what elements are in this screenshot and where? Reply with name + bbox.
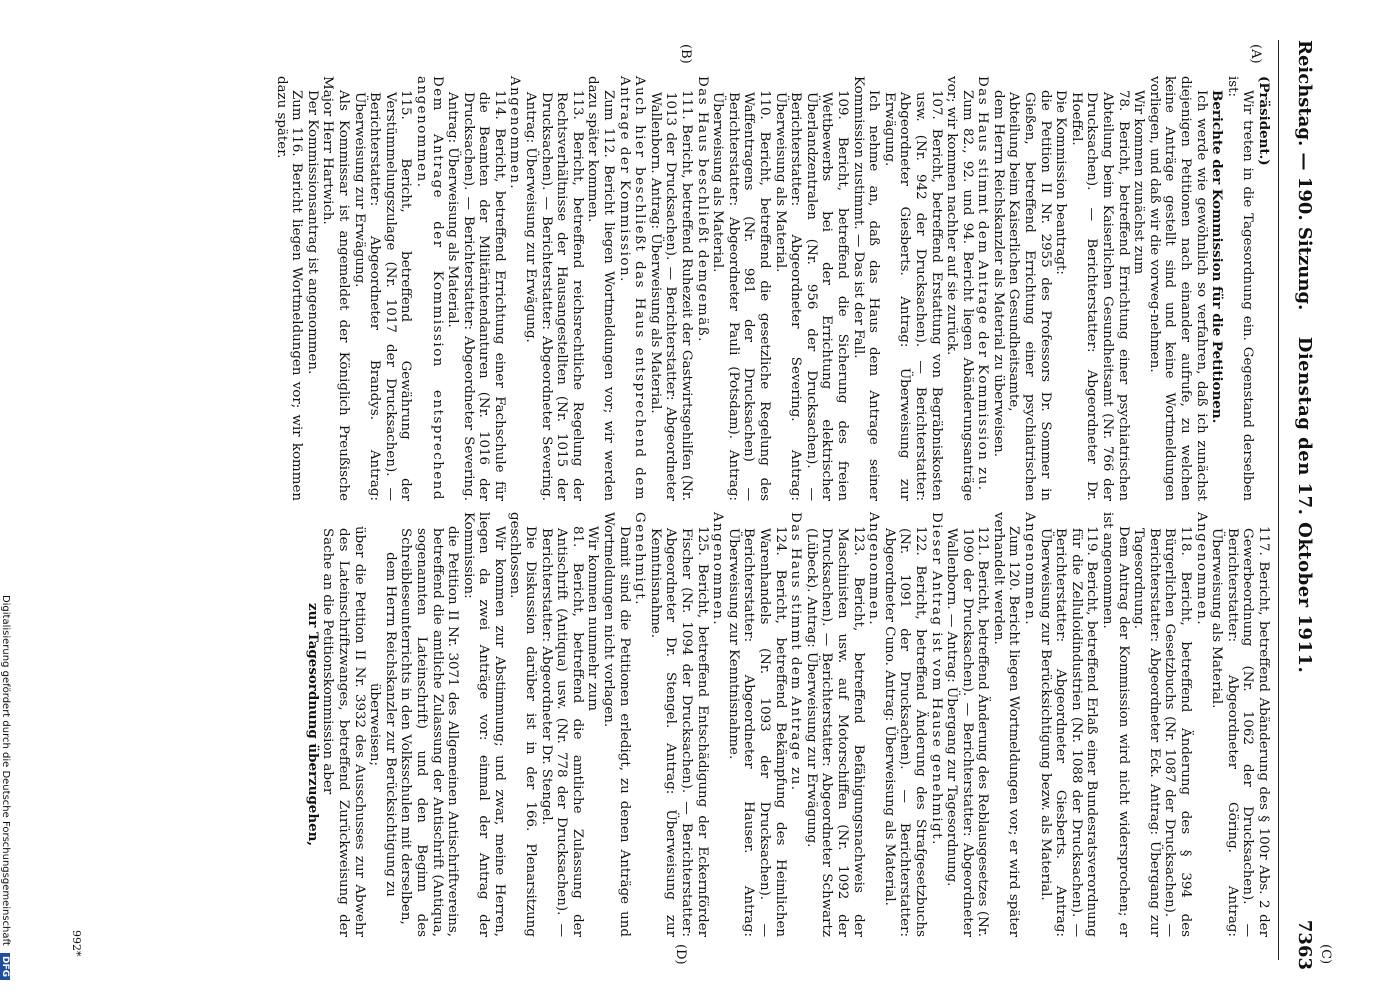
report-item: 121. Bericht, betreffend Änderung des Reblausgesetzes (Nr. 1090 der Drucksachen). — Berichterstatter: Abgeordneter Wallenborn. — Antrag: Übergang zur Tagesordnung.	[944, 526, 991, 937]
margin-letter-c: (C)	[1318, 944, 1333, 965]
decision: Angenommen.	[710, 512, 726, 627]
paragraph: Als Kommissar ist angemeldet der Königlich Preußische Major Herr Hartwich.	[320, 76, 351, 501]
paragraph: Zum 120. Bericht liegen Wortmeldungen vor; er wird später verhandelt werden.	[990, 512, 1022, 937]
paragraph: Ich nehme an, daß das Haus dem Antrage seiner Kommission zustimmt. — Das ist der Fall.	[850, 76, 882, 501]
decision: Angenommen.	[1022, 512, 1038, 627]
paragraph: Wir kommen nunmehr zum	[585, 526, 601, 711]
report-item: 115. Bericht, betreffend Gewährung der Verstümmelungszulage (Nr. 1017 der Drucksachen). — Berichterstatter: Abgeordneter Brandys. Antrag: Überweisung zur Erwägung.	[351, 90, 414, 501]
margin-letter-b: (B)	[678, 44, 693, 64]
header-left: Reichstag. — 190. Sitzung.	[1294, 40, 1315, 311]
report-item: 78. Bericht, betreffend Errichtung einer psychiatrischen Abteilung beim Kaiserlichen Gesundheitsamt (Nr. 766 der Drucksachen). — Berichterstatter: Abgeordneter Dr. Hoeffel.	[1068, 90, 1131, 501]
report-item: 125. Bericht, betreffend Entschädigung der Eckernförder Fischer (Nr. 1094 der Drucksachen). — Berichterstatter: Abgeordneter Dr. Stengel. Antrag: Überweisung zur Kenntnisnahme.	[647, 526, 710, 937]
quoted-motion: über die Petition II Nr. 3932 des Ausschusses zur Abwehr des Lateinschriftzwanges, betreffend Zurückweisung der Sache an die Petitionskommission aber	[320, 526, 367, 937]
header-date: Dienstag den 17. Oktober 1911.	[1294, 336, 1315, 674]
decision: Angenommen.	[1193, 512, 1209, 627]
decision: Genehmigt.	[632, 512, 648, 606]
quoted-motion: die Petition II Nr. 3071 des Allgemeinen Antischriftvereins, betreffend die amtliche Zulassung der Antischrift (Antiqua, sogenannten Lateinschrift) und den Beginn des Schreibleseunterrichts in den Volksschulen mit derselben,	[398, 526, 461, 937]
quoted-motion: dem Herrn Reichskanzler zur Berücksichtigung zu überweisen;	[367, 552, 398, 897]
header-page-number: 7363	[1294, 919, 1315, 970]
dfg-logo: DFG	[0, 953, 10, 980]
column-right	[304, 512, 1271, 937]
header-rule	[1278, 40, 1279, 960]
page-marker: 992*	[70, 930, 83, 957]
quoted-motion: dem Herrn Reichskanzler als Material zu überweisen.	[990, 90, 1006, 458]
report-item: 109. Bericht, betreffend die Sicherung des freien Wettbewerbs bei der Errichtung elektrischer Überlandzentralen (Nr. 956 der Drucksachen). — Berichterstatter: Abgeordneter Severing. Antrag: Überweisung als Material.	[772, 90, 850, 501]
paragraph: Wir kommen zunächst zum	[1131, 90, 1147, 275]
decision: Angenommen.	[507, 76, 523, 191]
decision: Angenommen.	[866, 512, 882, 627]
report-item: 113. Bericht, betreffend reichsrechtliche Regelung der Rechtsverhältnisse der Hausangestellten (Nr. 1015 der Drucksachen). — Berichterstatter: Abgeordneter Severing. Antrag: Überweisung zur Erwägung.	[523, 90, 585, 501]
paragraph: Zum 116. Bericht liegen Wortmeldungen vor; wir kommen dazu später.	[273, 76, 305, 501]
decision: Auch hier beschließt das Haus entsprechend dem Antrage der Kommission.	[616, 76, 648, 501]
paragraph: Dem Antrag der Kommission wird nicht widersprochen; er ist angenommen.	[1100, 512, 1131, 937]
column-left	[273, 76, 1271, 501]
report-item: 123. Bericht, betreffend Befähigungsnachweis der Maschinisten usw. auf Motorschiffen (Nr. 1092 der Drucksachen). — Berichterstatter: Abgeordneter Schwartz (Lübeck). Antrag: Überweisung zur Erwägung.	[803, 526, 866, 937]
decision: Das Haus stimmt dem Antrage der Kommission zu.	[975, 76, 991, 492]
paragraph: Zum 112. Bericht liegen Wortmeldungen vor; wir werden dazu später kommen.	[585, 76, 617, 501]
report-item: 122. Bericht, betreffend Änderung des Strafgesetzbuchs (Nr. 1091 der Drucksachen). — Berichterstatter: Abgeordneter Cuno. Antrag: Überweisung als Material.	[881, 526, 928, 937]
paragraph: Wir treten in die Tagesordnung ein. Gegenstand derselben ist:	[1224, 76, 1256, 501]
quoted-motion: zur Tagesordnung überzugehen,	[304, 603, 321, 846]
report-item: 81. Bericht, betreffend die amtliche Zulassung der Antischrift (Antiqua) usw. (Nr. 778 der Drucksachen). — Berichterstatter: Abgeordneter Dr. Stengel.	[538, 526, 585, 937]
quoted-motion: die Petition II Nr. 2955 des Professors Dr. Sommer in Gießen, betreffend Errichtung einer psychiatrischen Abteilung beim Kaiserlichen Gesundheitsamte,	[1006, 90, 1053, 501]
margin-letter-a: (A)	[1248, 44, 1263, 64]
report-item: 107. Bericht, betreffend Erstattung von Begräbniskosten usw. (Nr. 942 der Drucksachen). — Berichterstatter: Abgeordneter Giesberts. Antrag: Überweisung zur Erwägung.	[881, 90, 944, 501]
digitization-footer	[0, 80, 11, 980]
page-header	[1283, 40, 1323, 970]
decision: Dem Antrage der Kommission entsprechend angenommen.	[413, 76, 445, 501]
paragraph: Die Diskussion darüber ist in der 166. Plenarsitzung geschlossen.	[507, 512, 539, 937]
speaker-label: (Präsident.)	[1256, 76, 1272, 166]
margin-letter-d: (D)	[673, 944, 688, 965]
paragraph: Damit sind die Petitionen erledigt, zu denen Anträge und Wortmeldungen nicht vorlagen.	[601, 512, 632, 937]
report-item: 114. Bericht, betreffend Errichtung einer Fachschule für die Beamten der Militärintendanturen (Nr. 1016 der Drucksachen). — Berichterstatter: Abgeordneter Severing. Antrag: Überweisung als Material.	[445, 90, 507, 501]
decision: Das Haus stimmt dem Antrage zu.	[788, 512, 804, 792]
decision: Dieser Antrag ist vom Hause genehmigt.	[928, 512, 944, 846]
footer-text: Digitalisierung gefördert durch die Deutsche Forschungsgemeinschaft	[0, 594, 11, 946]
section-heading: Berichte der Kommission für die Petitionen.	[1209, 90, 1226, 424]
report-item: 118. Bericht, betreffend Änderung des § 394 des Bürgerlichen Gesetzbuchs (Nr. 1087 der Drucksachen). — Berichterstatter: Abgeordneter Eck. Antrag: Übergang zur Tagesordnung.	[1131, 526, 1194, 937]
report-item: 117. Bericht, betreffend Abänderung des § 100r Abs. 2 der Gewerbeordnung (Nr. 1062 der Drucksachen). — Berichterstatter: Abgeordneter Göring. Antrag: Überweisung als Material.	[1209, 526, 1271, 937]
report-item: 124. Bericht, betreffend Bekämpfung des Heimlichen Warenhandels (Nr. 1093 der Drucksachen). — Berichterstatter: Abgeordneter Hauser. Antrag: Überweisung zur Kenntnisnahme.	[725, 526, 788, 937]
paragraph: Zum 82., 92. und 94. Bericht liegen Abänderungsanträge vor; wir kommen nachher auf sie zurück.	[944, 76, 975, 501]
paragraph: Ich werde wie gewöhnlich so verfahren, daß ich zunächst diejenigen Petitionen nach einander aufrufe, zu welchen keine Anträge gestellt sind und keine Wortmeldungen vorliegen, und daß wir die vorweg-nehmen.	[1146, 76, 1209, 501]
paragraph: Die Kommission beantragt:	[1053, 90, 1069, 275]
paragraph: Wir kommen zur Abstimmung; und zwar, meine Herren, liegen da zwei Anträge vor: einmal der Antrag der Kommission:	[460, 512, 507, 937]
report-item: 119. Bericht, betreffend Erlaß einer Bundesratsverordnung für die Zelluloidindustrien (Nr. 1088 der Drucksachen). — Berichterstatter: Abgeordneter Giesberts. Antrag: Überweisung zur Berücksichtigung bezw. als Material.	[1037, 526, 1100, 937]
report-item: 111. Bericht, betreffend Ruhezeit der Gastwirtsgehilfen (Nr. 1013 der Drucksachen). — Berichterstatter: Abgeordneter Wallenborn. Antrag: Überweisung als Material.	[647, 90, 695, 501]
decision: Das Haus beschließt demgemäß.	[694, 76, 710, 343]
paragraph: Der Kommissionsantrag ist angenommen.	[304, 90, 320, 375]
report-item: 110. Bericht, betreffend die gesetzliche Regelung des Waffentragens (Nr. 981 der Drucksachen) — Berichterstatter: Abgeordneter Pauli (Potsdam). Antrag: Überweisung als Material.	[710, 90, 772, 501]
